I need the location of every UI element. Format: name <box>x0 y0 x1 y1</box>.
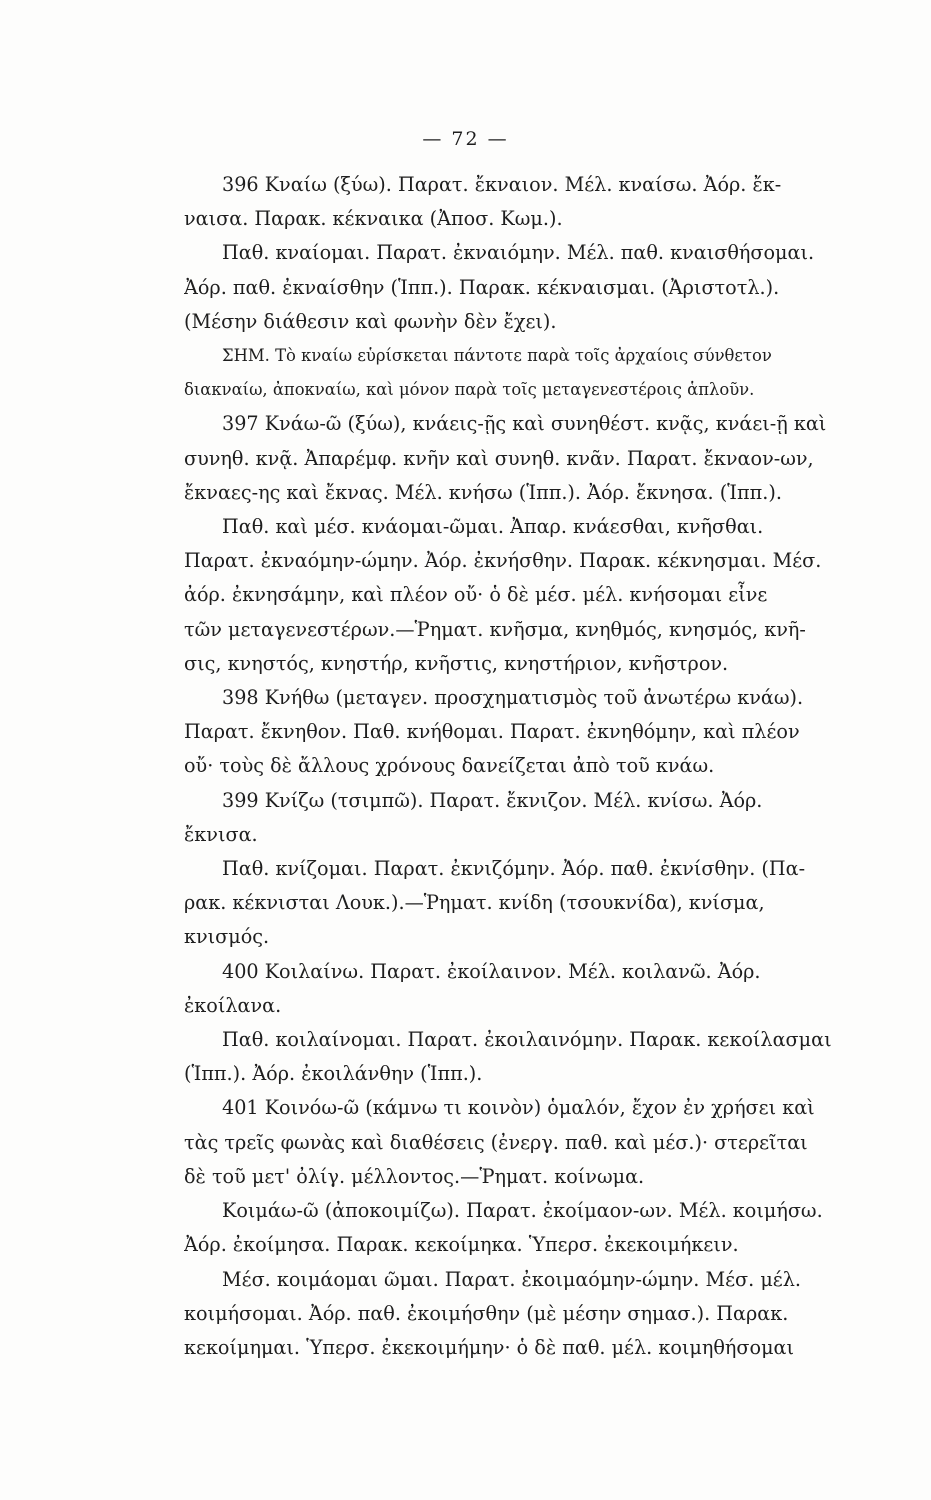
text-line: τὰς τρεῖς φωνὰς καὶ διαθέσεις (ἐνεργ. παθ. καὶ μέσ.)· στερεῖται <box>184 1130 808 1154</box>
text-line: 401 Κοινόω-ῶ (κάμνω τι κοινὸν) ὁμαλόν, ἔχον ἐν χρήσει καὶ <box>222 1096 815 1120</box>
text-line: Μέσ. κοιμάομαι ῶμαι. Παρατ. ἐκοιμαόμην-ώμην. Μέσ. μέλ. <box>222 1267 801 1291</box>
text-line: οὔ· τοὺς δὲ ἄλλους χρόνους δανείζεται ἀπὸ τοῦ κνάω. <box>184 754 715 778</box>
text-line: ναισα. Παρακ. κέκναικα (Ἀποσ. Κωμ.). <box>184 207 563 231</box>
text-line: 397 Κνάω-ῶ (ξύω), κνάεις-ῇς καὶ συνηθέστ. κνᾷς, κνάει-ῇ καὶ <box>222 412 827 436</box>
text-line: 400 Κοιλαίνω. Παρατ. ἐκοίλαινον. Μέλ. κοιλανῶ. Ἀόρ. <box>222 959 761 983</box>
text-line: Ἀόρ. ἐκοίμησα. Παρακ. κεκοίμηκα. Ὑπερσ. ἐκεκοιμήκειν. <box>184 1233 739 1257</box>
text-line: κοιμήσομαι. Ἀόρ. παθ. ἐκοιμήσθην (μὲ μέσην σημασ.). Παρακ. <box>184 1301 789 1325</box>
text-line: κεκοίμημαι. Ὑπερσ. ἐκεκοιμήμην· ὁ δὲ παθ. μέλ. κοιμηθήσομαι <box>184 1335 795 1359</box>
text-line: Παρατ. ἔκνηθον. Παθ. κνήθομαι. Παρατ. ἐκνηθόμην, καὶ πλέον <box>184 720 800 744</box>
page-text <box>184 168 848 1365</box>
text-line: (Μέσην διάθεσιν καὶ φωνὴν δὲν ἔχει). <box>184 309 557 333</box>
text-line: συνηθ. κνᾷ. Ἀπαρέμφ. κνῆν καὶ συνηθ. κνᾶν. Παρατ. ἔκναον-ων, <box>184 446 814 470</box>
text-line: Κοιμάω-ῶ (ἀποκοιμίζω). Παρατ. ἐκοίμαον-ων. Μέλ. κοιμήσω. <box>222 1199 823 1223</box>
text-line: δὲ τοῦ μετ' ὀλίγ. μέλλοντος.—Ῥηματ. κοίνωμα. <box>184 1164 645 1188</box>
text-line: 398 Κνήθω (μεταγεν. προσχηματισμὸς τοῦ ἀνωτέρω κνάω). <box>222 686 804 710</box>
note-line: ΣΗΜ. Τὸ κναίω εὑρίσκεται πάντοτε παρὰ τοῖς ἀρχαίοις σύνθετον <box>222 346 772 366</box>
text-line: ρακ. κέκνισται Λουκ.).—Ῥηματ. κνίδη (τσουκνίδα), κνίσμα, <box>184 891 765 915</box>
text-line: Παρατ. ἐκναόμην-ώμην. Ἀόρ. ἐκνήσθην. Παρακ. κέκνησμαι. Μέσ. <box>184 549 822 573</box>
text-line: Ἀόρ. παθ. ἐκναίσθην (Ἱππ.). Παρακ. κέκναισμαι. (Ἀριστοτλ.). <box>184 275 780 299</box>
text-line: Παθ. καὶ μέσ. κνάομαι-ῶμαι. Ἀπαρ. κνάεσθαι, κνῆσθαι. <box>222 515 764 539</box>
note-line: διακναίω, ἀποκναίω, καὶ μόνον παρὰ τοῖς μεταγενεστέροις ἁπλοῦν. <box>184 380 755 400</box>
text-line: Παθ. κναίομαι. Παρατ. ἐκναιόμην. Μέλ. παθ. κναισθήσομαι. <box>222 241 815 265</box>
text-line: Παθ. κοιλαίνομαι. Παρατ. ἐκοιλαινόμην. Παρακ. κεκοίλασμαι <box>222 1028 832 1052</box>
text-line: τῶν μεταγενεστέρων.—Ῥηματ. κνῆσμα, κνηθμός, κνησμός, κνῆ- <box>184 617 806 641</box>
text-line: ἐκοίλανα. <box>184 993 282 1017</box>
text-line: κνισμός. <box>184 925 270 949</box>
text-line: ἀόρ. ἐκνησάμην, καὶ πλέον οὔ· ὁ δὲ μέσ. μέλ. κνήσομαι εἶνε <box>184 583 768 607</box>
text-line: σις, κνηστός, κνηστήρ, κνῆστις, κνηστήριον, κνῆστρον. <box>184 651 729 675</box>
text-line: (Ἱππ.). Ἀόρ. ἐκοιλάνθην (Ἱππ.). <box>184 1062 483 1086</box>
text-line: 399 Κνίζω (τσιμπῶ). Παρατ. ἔκνιζον. Μέλ. κνίσω. Ἀόρ. <box>222 788 763 812</box>
page-number: — 72 — <box>422 128 509 150</box>
text-line: ἔκνισα. <box>184 822 258 846</box>
text-line: ἔκναες-ης καὶ ἔκνας. Μέλ. κνήσω (Ἱππ.). Ἀόρ. ἔκνησα. (Ἱππ.). <box>184 480 782 504</box>
text-line: Παθ. κνίζομαι. Παρατ. ἐκνιζόμην. Ἀόρ. παθ. ἐκνίσθην. (Πα- <box>222 857 806 881</box>
text-line: 396 Κναίω (ξύω). Παρατ. ἔκναιον. Μέλ. κναίσω. Ἀόρ. ἔκ- <box>222 173 782 196</box>
